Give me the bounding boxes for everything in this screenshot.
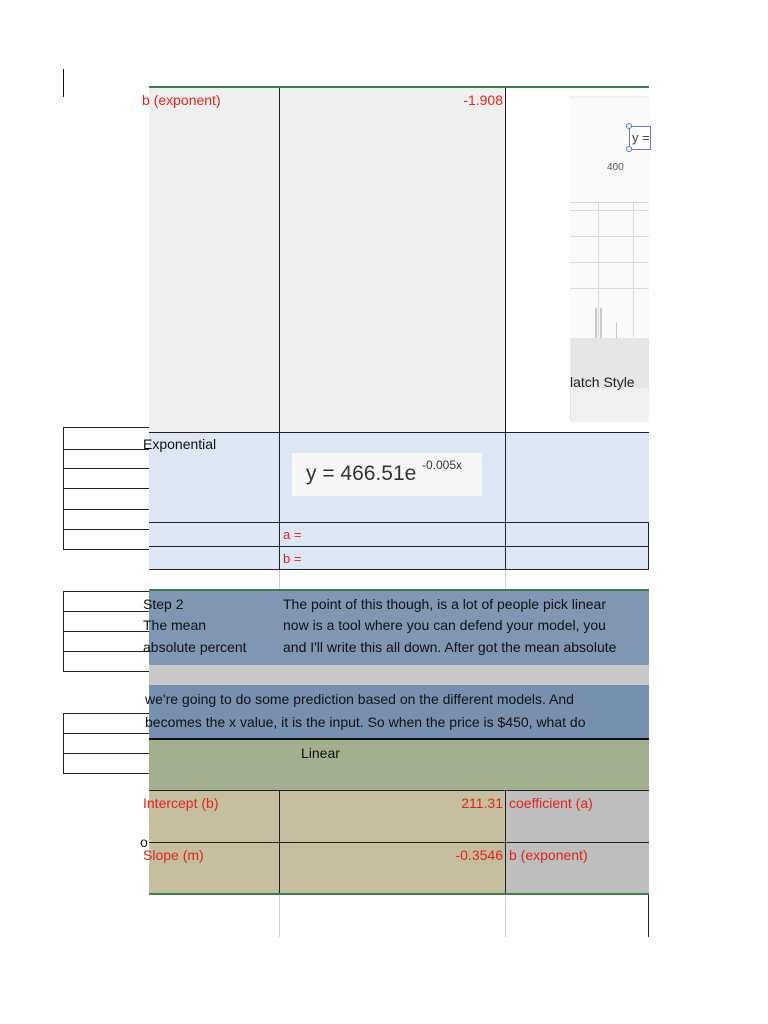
row-border xyxy=(149,790,649,791)
intercept-value: 211.31 xyxy=(461,795,503,811)
prediction-line: we're going to do some prediction based on the different models. And xyxy=(145,691,574,707)
step2-label-line: The mean xyxy=(143,617,207,633)
chart-equation-fragment: y = xyxy=(632,130,650,145)
spreadsheet xyxy=(142,86,650,937)
outline-box[interactable] xyxy=(63,509,151,530)
b-exponent-label: b (exponent) xyxy=(142,92,221,108)
prediction-line: becomes the x value, it is the input. So when the price is $450, what do xyxy=(145,714,586,730)
step2-label-line: Step 2 xyxy=(143,596,184,612)
outline-box[interactable] xyxy=(63,651,151,672)
outline-box[interactable] xyxy=(63,611,151,632)
chart-gridline xyxy=(598,203,599,337)
watch-style-text: latch Style xyxy=(570,374,635,390)
a-param-label[interactable]: a = xyxy=(280,522,506,546)
text-cursor xyxy=(63,69,64,97)
column-border xyxy=(505,791,506,893)
a-label-empty-cell[interactable] xyxy=(149,522,280,546)
chart-gridline xyxy=(570,262,649,263)
outline-box[interactable] xyxy=(63,631,151,652)
column-border xyxy=(505,88,506,570)
chart-gridline xyxy=(570,210,649,211)
equation-exponent: -0.005x xyxy=(422,458,463,472)
row-border xyxy=(149,546,649,547)
selection-handle[interactable] xyxy=(626,146,632,152)
b-label-empty-cell[interactable] xyxy=(149,546,280,569)
column-border-light xyxy=(505,895,506,937)
b-exponent-linear-label: b (exponent) xyxy=(509,847,588,863)
a-value-cell[interactable] xyxy=(506,522,649,546)
row-border xyxy=(149,569,649,570)
b-param-label[interactable]: b = xyxy=(280,546,506,569)
slope-value: -0.3546 xyxy=(455,847,503,863)
exponential-label: Exponential xyxy=(143,436,217,452)
equation-base: y = 466.51e xyxy=(306,462,417,485)
outline-box[interactable] xyxy=(63,529,151,550)
chart-gridline xyxy=(633,203,634,337)
outline-box[interactable] xyxy=(63,427,151,450)
intercept-label: Intercept (b) xyxy=(143,795,219,811)
outline-box[interactable] xyxy=(63,449,151,469)
selection-handle[interactable] xyxy=(626,123,632,129)
margin-char: o xyxy=(140,834,148,850)
column-border-light xyxy=(279,895,280,937)
green-border-bottom xyxy=(149,893,649,895)
b-exponent-value-cell[interactable] xyxy=(280,88,506,432)
outline-box[interactable] xyxy=(63,713,151,734)
exponential-equation-box[interactable] xyxy=(292,453,482,496)
outline-box[interactable] xyxy=(63,753,151,774)
column-border xyxy=(279,791,280,893)
chart-gridline xyxy=(570,202,649,203)
outline-box[interactable] xyxy=(63,733,151,754)
outline-box[interactable] xyxy=(63,488,151,510)
column-border xyxy=(648,895,649,937)
step2-label-line: absolute percent xyxy=(143,639,247,655)
slope-label: Slope (m) xyxy=(143,847,204,863)
chart-bar xyxy=(600,308,602,338)
row-border xyxy=(149,842,649,843)
column-border xyxy=(648,522,649,569)
column-border-light xyxy=(279,570,280,589)
column-border xyxy=(279,88,280,570)
empty-row[interactable] xyxy=(149,570,649,589)
exponential-right-cell[interactable] xyxy=(506,432,649,522)
b-exponent-value: -1.908 xyxy=(463,92,503,108)
linear-header: Linear xyxy=(301,745,340,761)
step2-body-line: The point of this though, is a lot of people pick linear xyxy=(283,596,606,612)
b-exponent-label-cell[interactable] xyxy=(149,88,280,432)
row-border xyxy=(149,522,649,523)
b-value-cell[interactable] xyxy=(506,546,649,569)
gray-spacer-row[interactable] xyxy=(149,665,649,685)
column-border-light xyxy=(505,570,506,589)
chart-axis-tick: 400 xyxy=(607,162,624,173)
outline-box[interactable] xyxy=(63,468,151,489)
step2-body-line: and I'll write this all down. After got the mean absolute xyxy=(283,639,617,655)
step2-body-line: now is a tool where you can defend your model, you xyxy=(283,617,606,633)
chart-bar xyxy=(616,322,617,338)
chart-gridline xyxy=(570,236,649,237)
row-border xyxy=(149,432,649,433)
chart-bar xyxy=(595,308,597,338)
chart-gridline xyxy=(570,288,649,289)
coefficient-label: coefficient (a) xyxy=(509,795,593,811)
outline-box[interactable] xyxy=(63,591,151,612)
